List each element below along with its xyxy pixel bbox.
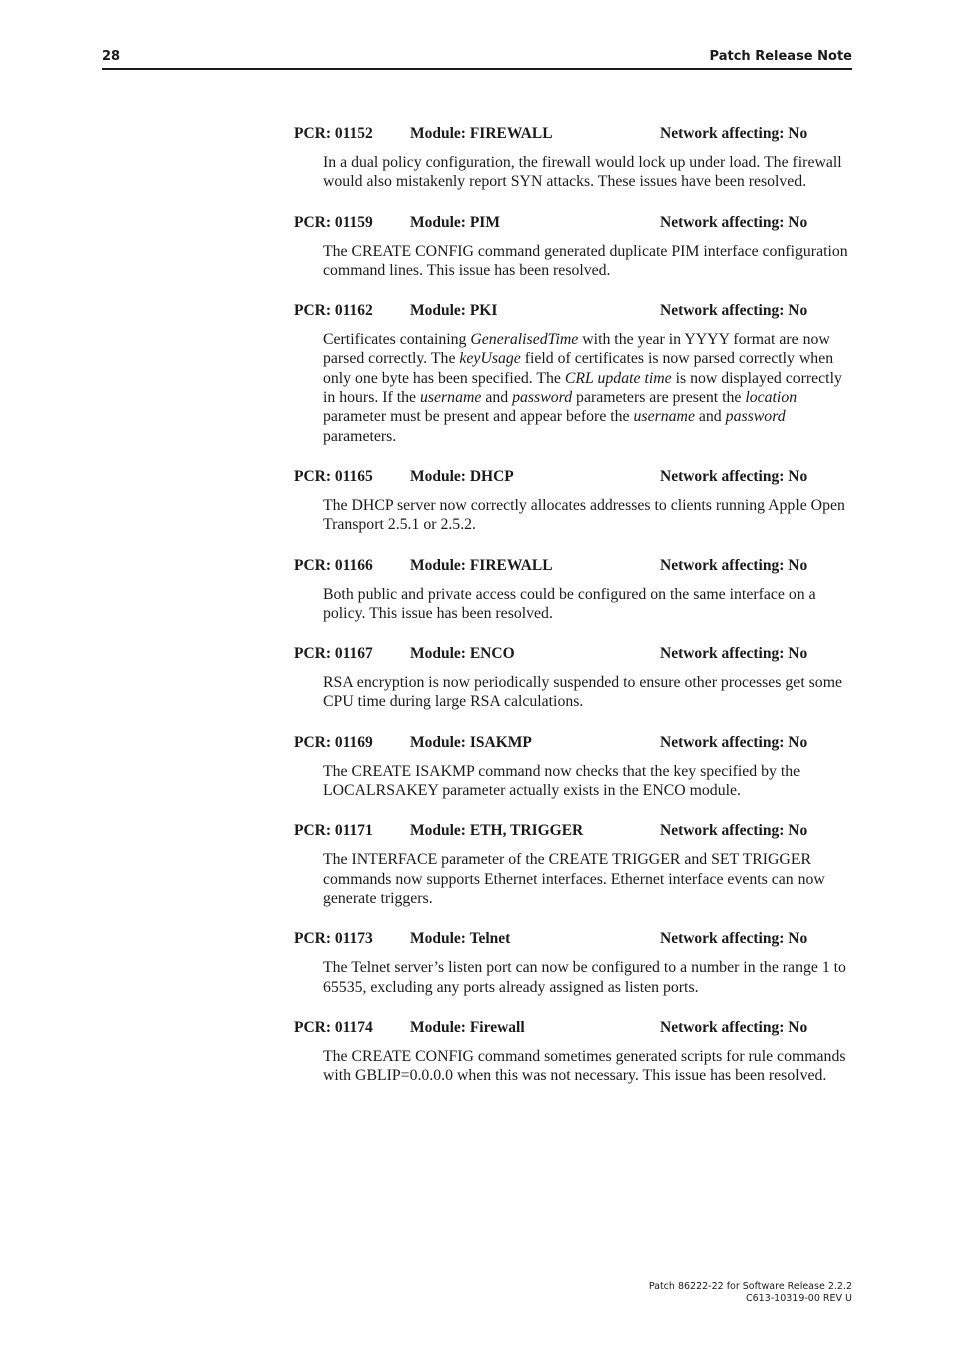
italic-term: GeneralisedTime <box>470 331 579 349</box>
footer-doc-code: C613-10319-00 REV U <box>745 1293 852 1304</box>
pcr-entry-description <box>323 850 851 908</box>
page-header <box>102 48 852 70</box>
italic-term: password <box>512 389 573 407</box>
page-footer <box>649 1281 852 1305</box>
italic-term: keyUsage <box>459 350 521 368</box>
pcr-entry-heading <box>294 301 854 321</box>
network-affecting: Network affecting: No <box>660 822 808 840</box>
module-name: Module: Telnet <box>410 930 511 948</box>
pcr-number: PCR: 01162 <box>294 302 373 320</box>
module-name: Module: ETH, TRIGGER <box>410 822 584 840</box>
description-paragraph <box>323 850 851 908</box>
pcr-entry-heading <box>294 733 854 753</box>
italic-term: username <box>419 389 482 407</box>
pcr-entry <box>294 213 854 281</box>
pcr-entry-description <box>323 242 851 281</box>
italic-term: location <box>745 389 798 407</box>
module-name: Module: Firewall <box>410 1018 525 1036</box>
pcr-entry <box>294 644 854 712</box>
pcr-entry <box>294 821 854 908</box>
pcr-entry <box>294 556 854 624</box>
description-paragraph <box>323 762 851 801</box>
pcr-entry-heading <box>294 213 854 233</box>
pcr-number: PCR: 01165 <box>294 467 373 485</box>
description-paragraph <box>323 330 851 446</box>
text-run: Both public and private access could be configured on the same interface on a policy. This issue has been resolved. <box>323 585 816 622</box>
text-run: The DHCP server now correctly allocates addresses to clients running Apple Open Transport 2.5.1 or 2.5.2. <box>323 496 845 534</box>
module-name: Module: PIM <box>410 213 500 231</box>
network-affecting: Network affecting: No <box>660 302 808 320</box>
pcr-entry-description <box>323 1047 851 1086</box>
pcr-entry-heading <box>294 1018 854 1038</box>
pcr-entry-heading <box>294 556 854 576</box>
network-affecting: Network affecting: No <box>660 467 808 485</box>
pcr-entry <box>294 733 854 801</box>
text-run: The CREATE CONFIG command generated duplicate PIM interface configuration command lines. This issue has been resolved. <box>323 242 848 279</box>
text-run: The CREATE ISAKMP command now checks that the key specified by the LOCALRSAKEY parameter actually exists in the ENCO module. <box>323 762 801 800</box>
pcr-entry-heading <box>294 644 854 664</box>
description-paragraph <box>323 242 851 281</box>
pcr-entry <box>294 124 854 192</box>
description-paragraph <box>323 1047 851 1086</box>
pcr-entry <box>294 467 854 535</box>
network-affecting: Network affecting: No <box>660 733 808 751</box>
document-title: Patch Release Note <box>709 49 852 64</box>
module-name: Module: DHCP <box>410 467 514 485</box>
pcr-entry-description <box>323 330 851 446</box>
pcr-entry-heading <box>294 124 854 144</box>
text-run: field of certificates is now parsed correctly when only one byte has been specified. The <box>323 350 834 387</box>
pcr-entry-description <box>323 958 851 997</box>
text-run: and <box>481 389 513 407</box>
pcr-number: PCR: 01167 <box>294 645 373 663</box>
network-affecting: Network affecting: No <box>660 645 808 663</box>
pcr-number: PCR: 01171 <box>294 822 373 840</box>
pcr-entry-heading <box>294 821 854 841</box>
network-affecting: Network affecting: No <box>660 930 808 948</box>
module-name: Module: FIREWALL <box>410 556 553 574</box>
page-number: 28 <box>102 49 121 64</box>
pcr-entry <box>294 301 854 446</box>
description-paragraph <box>323 496 851 535</box>
text-run: The CREATE CONFIG command sometimes generated scripts for rule commands with GBLIP=0.0.0.0 when this was not necessary. This issue has been resolved. <box>323 1047 846 1085</box>
italic-term: username <box>633 408 695 426</box>
pcr-number: PCR: 01152 <box>294 125 373 142</box>
text-run: In a dual policy configuration, the firewall would lock up under load. The firewall would also mistakenly report SYN attacks. These issues have been resolved. <box>323 154 842 191</box>
text-run: parameters. <box>323 427 397 445</box>
pcr-entry-description <box>323 762 851 801</box>
text-run: with the year in YYYY format are now parsed correctly. The <box>323 331 830 368</box>
pcr-entry <box>294 929 854 997</box>
pcr-number: PCR: 01169 <box>294 733 373 751</box>
pcr-entry-description <box>323 673 851 712</box>
pcr-number: PCR: 01159 <box>294 213 373 231</box>
pcr-entry-heading <box>294 467 854 487</box>
text-run: The Telnet server’s listen port can now be configured to a number in the range 1 to 65535, excluding any ports already assigned as listen ports. <box>323 959 846 996</box>
network-affecting: Network affecting: No <box>660 556 808 574</box>
text-run: RSA encryption is now periodically suspended to ensure other processes get some CPU time during large RSA calculations. <box>323 674 842 711</box>
module-name: Module: ENCO <box>410 645 515 663</box>
text-run: parameters are present the <box>572 389 746 407</box>
text-run: and <box>694 408 726 426</box>
network-affecting: Network affecting: No <box>660 213 808 231</box>
pcr-entry-description <box>323 496 851 535</box>
italic-term: CRL update time <box>564 369 672 387</box>
description-paragraph <box>323 153 851 192</box>
module-name: Module: PKI <box>410 302 498 320</box>
module-name: Module: ISAKMP <box>410 733 532 751</box>
pcr-entry-description <box>323 585 851 624</box>
text-run: Certificates containing <box>323 331 471 349</box>
description-paragraph <box>323 958 851 997</box>
pcr-entry-list <box>294 124 854 1106</box>
pcr-entry <box>294 1018 854 1086</box>
module-name: Module: FIREWALL <box>410 125 553 142</box>
pcr-number: PCR: 01173 <box>294 930 373 948</box>
pcr-entry-heading <box>294 929 854 949</box>
network-affecting: Network affecting: No <box>660 125 808 142</box>
pcr-entry-description <box>323 153 851 192</box>
pcr-number: PCR: 01174 <box>294 1018 373 1036</box>
network-affecting: Network affecting: No <box>660 1018 808 1036</box>
pcr-number: PCR: 01166 <box>294 556 373 574</box>
text-run: parameter must be present and appear before the <box>323 408 634 426</box>
text-run: The INTERFACE parameter of the CREATE TRIGGER and SET TRIGGER commands now supports Ethernet interfaces. Ethernet interface events can now generate triggers. <box>323 851 825 907</box>
footer-patch-line: Patch 86222-22 for Software Release 2.2.2 <box>648 1281 852 1292</box>
description-paragraph <box>323 585 851 624</box>
italic-term: password <box>725 408 786 426</box>
text-run: is now displayed correctly in hours. If the <box>323 369 842 407</box>
description-paragraph <box>323 673 851 712</box>
